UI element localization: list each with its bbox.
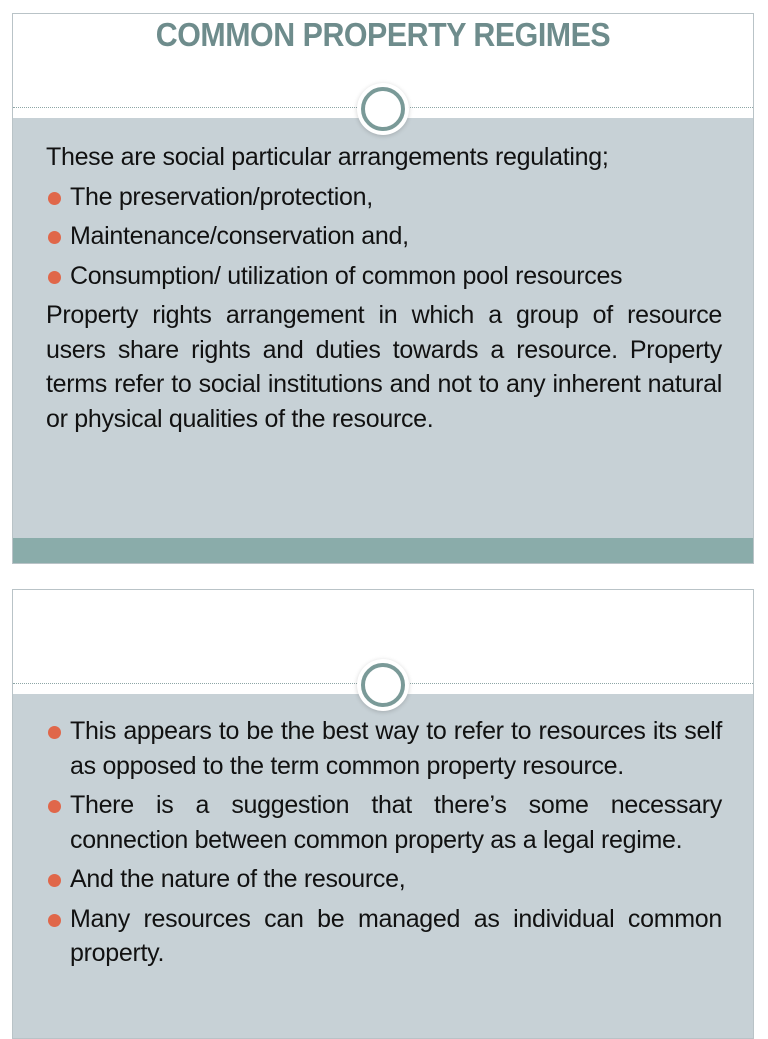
slide-content <box>46 714 722 976</box>
slide-1 <box>12 13 754 564</box>
slide-2 <box>12 589 754 1039</box>
bullet-item <box>46 259 722 294</box>
bullet-dot-icon <box>48 800 61 813</box>
bullet-dot-icon <box>48 192 61 205</box>
bullet-dot-icon <box>48 914 61 927</box>
bullet-text: And the nature of the resource, <box>70 865 406 893</box>
bullet-dot-icon <box>48 726 61 739</box>
bullet-item <box>46 714 722 783</box>
bullet-item <box>46 862 722 897</box>
body-paragraph: Property rights arrangement in which a group of resource users share rights and duties towards a resource. Property terms refer to social institutions and not to any inherent natural or physical qualities of the resource. <box>46 301 722 433</box>
bullet-text: Maintenance/conservation and, <box>70 222 409 250</box>
circle-ring-icon <box>361 663 405 707</box>
bullet-text: The preservation/protection, <box>70 182 373 211</box>
bullet-text: This appears to be the best way to refer to resources its self as opposed to the term common property resource. <box>70 717 722 780</box>
bullet-item <box>46 902 722 971</box>
footer-band <box>13 538 753 564</box>
bullet-dot-icon <box>48 271 61 284</box>
bullet-item <box>46 788 722 857</box>
slide-content <box>46 140 722 436</box>
bullet-text: There is a suggestion that there’s some necessary connection between common property as a legal regime. <box>70 791 722 854</box>
bullet-dot-icon <box>48 874 61 887</box>
intro-text: These are social particular arrangements regulating; <box>46 143 609 171</box>
bullet-item <box>46 180 722 215</box>
bullet-text: Consumption/ utilization of common pool resources <box>70 261 623 290</box>
bullet-item <box>46 219 722 254</box>
slide-title: COMMON PROPERTY REGIMES <box>155 16 611 53</box>
bullet-dot-icon <box>48 231 61 244</box>
circle-ring-icon <box>361 87 405 131</box>
bullet-text: Many resources can be managed as individual common property. <box>70 904 722 967</box>
